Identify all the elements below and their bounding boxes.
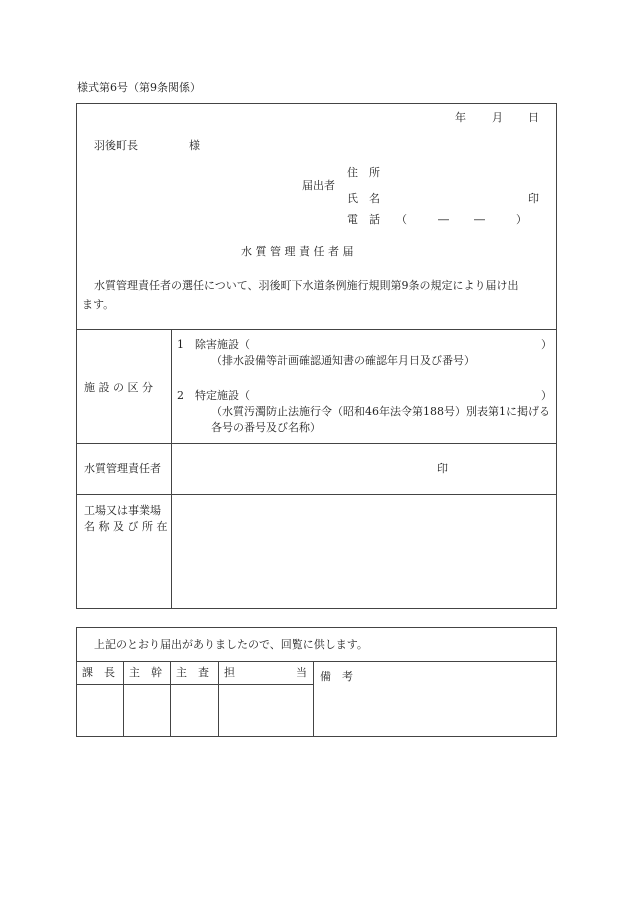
divider-facility-top — [76, 329, 557, 330]
name-label: 氏 名 — [347, 192, 380, 205]
circulation-col-divider-4 — [313, 661, 314, 737]
circulation-header-divider — [76, 661, 557, 662]
facility-label: 施 設 の 区 分 — [84, 381, 153, 394]
notifier-label: 届出者 — [302, 179, 335, 192]
date-year: 年 — [455, 111, 466, 124]
col-remarks: 備 考 — [320, 670, 353, 683]
circulation-stamp-row-divider — [76, 684, 314, 685]
factory-label-line1: 工場又は事業場 — [84, 504, 161, 517]
col-staff-right: 当 — [296, 666, 307, 679]
facility-item1-note: （排水設備等計画確認通知書の確認年月日及び番号） — [211, 354, 475, 367]
circulation-col-divider-1 — [123, 661, 124, 737]
addressee-honorific: 様 — [189, 139, 200, 152]
divider-manager-top — [76, 443, 557, 444]
notifier-seal: 印 — [528, 192, 539, 205]
label-column-divider — [171, 329, 172, 609]
facility-item2-note-line2: 各号の番号及び名称） — [211, 421, 321, 434]
facility-item2-note-line1: （水質汚濁防止法施行令（昭和46年法令第188号）別表第1に掲げる — [211, 405, 550, 418]
phone-dash-1: ― — [438, 213, 449, 226]
col-inspector: 主 査 — [176, 666, 209, 679]
phone-open-paren: （ — [396, 213, 407, 226]
body-text-line2: ます。 — [82, 298, 115, 311]
factory-label-line2: 名 称 及 び 所 在 — [84, 520, 168, 533]
col-section-chief: 課 長 — [82, 666, 115, 679]
col-staff-left: 担 — [224, 666, 235, 679]
divider-factory-top — [76, 494, 557, 495]
form-title: 水 質 管 理 責 任 者 届 — [241, 245, 354, 258]
addressee-mayor: 羽後町長 — [94, 139, 138, 152]
facility-item2-close: ） — [541, 389, 552, 402]
circulation-text: 上記のとおり届出がありましたので、回覧に供します。 — [94, 638, 368, 651]
date-day: 日 — [528, 111, 539, 124]
facility-item1-close: ） — [541, 338, 552, 351]
circulation-col-divider-3 — [218, 661, 219, 737]
facility-item2: 2 特定施設（ — [177, 389, 250, 402]
phone-label: 電 話 — [347, 213, 380, 226]
manager-label: 水質管理責任者 — [84, 462, 161, 475]
phone-close-paren: ） — [516, 213, 527, 226]
col-chief: 主 幹 — [129, 666, 162, 679]
facility-item1: 1 除害施設（ — [177, 338, 250, 351]
circulation-col-divider-2 — [170, 661, 171, 737]
date-month: 月 — [492, 111, 503, 124]
body-text-line1: 水質管理責任者の選任について、羽後町下水道条例施行規則第9条の規定により届け出 — [94, 279, 519, 292]
address-label: 住 所 — [347, 166, 380, 179]
phone-dash-2: ― — [474, 213, 485, 226]
manager-seal: 印 — [437, 462, 448, 475]
form-number: 様式第6号（第9条関係） — [77, 81, 201, 94]
